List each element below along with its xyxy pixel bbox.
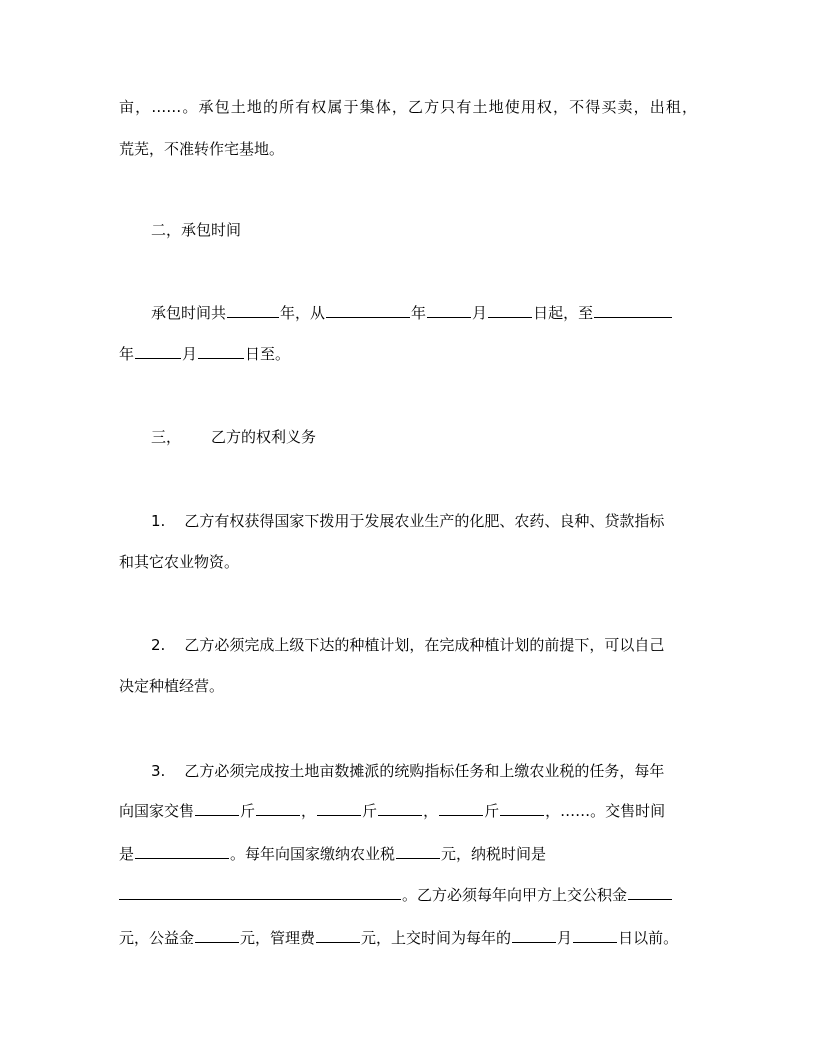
item-3-line-5 <box>119 927 697 949</box>
item-3-line-4 <box>119 884 697 906</box>
item-number: 3. <box>151 762 166 780</box>
item-3-line-2 <box>119 800 697 822</box>
blank-field <box>326 303 410 318</box>
blank-field <box>427 303 471 318</box>
blank-field <box>500 801 544 816</box>
blank-field <box>594 303 672 318</box>
label-text: 向国家交售 <box>119 802 195 820</box>
label-text: 斤 <box>362 802 378 820</box>
paragraph-intro-line-1: 亩，……。承包土地的所有权属于集体，乙方只有土地使用权，不得买卖，出租， <box>119 98 697 116</box>
label-text: 承包时间共 <box>151 304 227 322</box>
item-2-line-2: 决定种植经营。 <box>119 677 225 695</box>
label-text: ，……。交售时间 <box>545 802 666 820</box>
label-text: 。每年向国家缴纳农业税 <box>230 845 396 863</box>
label-text: 月 <box>557 929 573 947</box>
blank-field <box>316 928 360 943</box>
blank-field <box>488 303 532 318</box>
label-text: ， <box>301 802 317 820</box>
label-text: 月 <box>182 345 198 363</box>
label-text: 是 <box>119 845 135 863</box>
blank-field <box>396 844 440 859</box>
heading-number: 三， <box>151 428 182 446</box>
label-text: 日至。 <box>245 345 291 363</box>
label-text: 年 <box>411 304 427 322</box>
blank-field <box>227 303 279 318</box>
blank-field <box>135 844 229 859</box>
blank-field <box>198 344 244 359</box>
label-text: 年，从 <box>280 304 326 322</box>
item-text: 乙方有权获得国家下拨用于发展农业生产的化肥、农药、良种、贷款指标 <box>184 512 665 530</box>
heading-text: 乙方的权利义务 <box>211 428 317 446</box>
blank-field <box>195 928 239 943</box>
section-heading-rights-obligations <box>151 426 697 448</box>
item-number: 2. <box>151 636 166 654</box>
label-text: 元，纳税时间是 <box>441 845 547 863</box>
item-3-line-3 <box>119 843 697 865</box>
item-2-line-1 <box>151 634 697 656</box>
blank-field <box>317 801 361 816</box>
contract-period-line-1 <box>151 302 697 324</box>
blank-field <box>195 801 239 816</box>
contract-period-line-2 <box>119 343 697 365</box>
blank-field <box>628 885 672 900</box>
label-text: 元，管理费 <box>240 929 316 947</box>
item-number: 1. <box>151 512 166 530</box>
blank-field <box>439 801 483 816</box>
blank-field <box>256 801 300 816</box>
blank-field <box>378 801 422 816</box>
item-3-line-1 <box>151 760 697 782</box>
label-text: 斤 <box>240 802 256 820</box>
label-text: ， <box>423 802 439 820</box>
label-text: 斤 <box>484 802 500 820</box>
blank-field <box>119 885 401 900</box>
item-text: 乙方必须完成上级下达的种植计划，在完成种植计划的前提下，可以自己 <box>184 636 665 654</box>
paragraph-intro-line-2: 荒芜，不准转作宅基地。 <box>119 140 285 158</box>
label-text: 日起，至 <box>533 304 594 322</box>
item-1-line-1 <box>151 510 697 532</box>
section-heading-contract-period: 二，承包时间 <box>151 221 242 239</box>
label-text: 。乙方必须每年向甲方上交公积金 <box>402 886 628 904</box>
blank-field <box>135 344 181 359</box>
blank-field <box>573 928 617 943</box>
label-text: 月 <box>472 304 488 322</box>
label-text: 元，上交时间为每年的 <box>361 929 512 947</box>
label-text: 日以前。 <box>618 929 679 947</box>
label-text: 元，公益金 <box>119 929 195 947</box>
item-1-line-2: 和其它农业物资。 <box>119 553 240 571</box>
item-text: 乙方必须完成按土地亩数摊派的统购指标任务和上缴农业税的任务，每年 <box>184 762 665 780</box>
blank-field <box>512 928 556 943</box>
label-text: 年 <box>119 345 135 363</box>
